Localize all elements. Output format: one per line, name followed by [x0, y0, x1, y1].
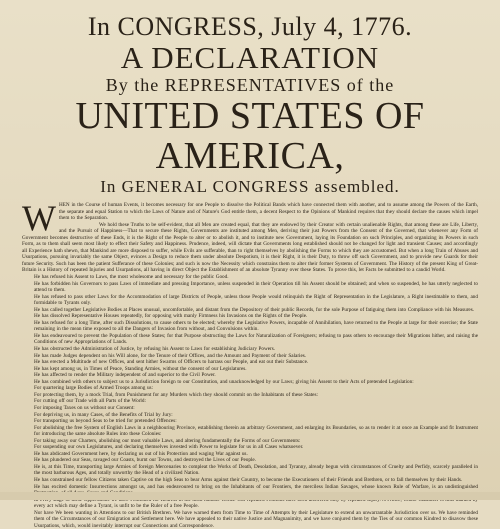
- header-representatives: By the REPRESENTATIVES of the: [105, 75, 395, 95]
- document-header: [22, 12, 478, 198]
- grievance-item: He has refused for a long Time, after such Dissolutions, to cause others to be elected; whereby the Legislative Powers, incapable of Annihilation, have returned to the People at large for their exercise; the State remaining in the mean time exposed to all the Dangers of Invasion from without, and Convulsions within.: [34, 319, 478, 333]
- grievance-item: He is, at this Time, transporting large Armies of foreign Mercenaries to compleat the Works of Death, Desolation, and Tyranny, already begun with circumstances of Cruelty and Perfidy, scarcely paralleled in the most barbarous Ages, and totally unworthy the Head of a civilized Nation.: [34, 463, 478, 477]
- grievance-item: He has combined with others to subject us to a Jurisdiction foreign to our Constitution, and unacknowledged by our Laws; giving his Assent to their Acts of pretended Legislation:: [34, 378, 414, 385]
- grievance-item: For protecting them, by a mock Trial, from Punishment for any Murders which they should commit on the Inhabitants of these States:: [34, 391, 318, 398]
- grievance-item: He has affected to render the Military independent of and superior to the Civil Power.: [34, 372, 216, 379]
- grievance-item: For transporting us beyond Seas to be tried for pretended Offences:: [34, 418, 177, 425]
- grievance-item: He has obstructed the Administration of Justice, by refusing his Assent to Laws for establishing Judiciary Powers.: [34, 346, 276, 353]
- grievance-item: He has refused his Assent to Laws, the most wholesome and necessary for the public Good.: [34, 274, 229, 281]
- grievance-item: For taking away our Charters, abolishing our most valuable Laws, and altering fundamentally the Forms of our Governments:: [34, 437, 301, 444]
- grievance-item: every act which may define a Tyrant, is unfit to be the Ruler of a free People.: [34, 503, 199, 510]
- grievance-item: He has refused to pass other Laws for the Accommodation of large Districts of People, unless those People would relinquish the Right of Representation in the Legislature, a Right inestimable to them, and formidable to Tyrants only.: [34, 293, 478, 307]
- grievance-item: He has excited domestic Insurrections amongst us, and has endeavoured to bring on the Inhabitants of our Frontiers, the merciless Indian Savages, whose known Rule of Warfare, is an undistinguished: [34, 483, 478, 490]
- grievance-item: For depriving us, in many Cases, of the Benefits of Trial by Jury:: [34, 411, 173, 418]
- header-title: A DECLARATION: [120, 40, 380, 75]
- document-body: [22, 198, 478, 529]
- grievance-item: For quartering large Bodies of Armed Troops among us:: [34, 385, 154, 392]
- grievance-item: For suspending our own Legislatures, and declaring themselves invested with Power to legislate for us in all Cases whatsoever.: [34, 444, 304, 451]
- preamble-paragraph: HEN in the Course of human Events, it becomes necessary for one People to dissolve the Political Bands which have connected them with another, and to assume among the Powers of the Earth, the separate and equal Station to which the Laws of Nature and of Nature's God entitle them, a decent Respect to the Opinions of Mankind requires that they should declare the causes which impel them to the Separation.: [58, 202, 478, 222]
- header-general-congress: In GENERAL CONGRESS assembled.: [100, 177, 400, 196]
- grievance-item: He has erected a Multitude of new Offices, and sent hither Swarms of Officers to harrass our People, and eat out their Substance.: [34, 359, 309, 366]
- truths-paragraph: We hold these Truths to be self-evident, that all Men are created equal, that they are endowed by their Creator with certain unalienable Rights, that among these are Life, Liberty, and the Pursuit of Happiness—That to secure these Rights, Governments are instituted among Men, deriving their just Powers from the Consent of the Governed, that whenever any Form of Government becomes destructive of these Ends, it is the Right of the People to alter or to abolish it, and to institute new Government, laying its Foundation on such Principles, and organizing its Powers in such Form, as to them shall seem most likely to effect their Safety and Happiness. Prudence, indeed, will dictate that Governments long established should not be changed for light and transient Causes; and accordingly all Experience hath shewn, that Mankind are more disposed to suffer, while Evils are sufferable, than to right themselves by abolishing the Forms to which they are accustomed. But when a long Train of Abuses and Usurpations, pursuing invariably the same Object, evinces a Design to reduce them under absolute Despotism, it is their Right, it is their Duty, to throw off such Government, and to provide new Guards for their future Security. Such has been the patient Sufferance of these Colonies; and such is now the Necessity which constrains them to alter their former Systems of Government. The History of the present King of Great-Britain is a History of repeated Injuries and Usurpations, all having in direct Object the Establishment of an absolute Tyranny over these States. To prove this, let Facts be submitted to a candid World.: [22, 221, 478, 274]
- grievance-item: He has constrained our fellow Citizens taken Captive on the high Seas to bear Arms against their Country, to become the Executioners of their Friends and Brethren, or to fall themselves by their Hands.: [34, 476, 463, 483]
- grievance-list: [22, 274, 478, 529]
- grievance-item: He has endeavoured to prevent the Population of these States; for that Purpose obstructing the Laws for Naturalization of Foreigners; refusing to pass others to encourage their Migrations hither, and raising the Conditions of new Appropriations of Lands.: [34, 332, 478, 346]
- grievance-item: He has kept among us, in Times of Peace, Standing Armies, without the consent of our Legislatures.: [34, 365, 247, 372]
- grievance-item: For abolishing the free System of English Laws in a neighbouring Province, establishing therein an arbitrary Government, and enlarging its Boundaries, so as to render it at once an Example and fit Instrument for introducing the same absolute Rules into these Colonies:: [34, 424, 478, 438]
- grievance-item: Nor have We been wanting in Attentions to our British Brethren. We have warned them from Time to Time of Attempts by their Legislature to extend an unwarrantable Jurisdiction over us. We have reminded them of the Circumstances of our Emigration and Settlement here. We have appealed to their native Justice and Magnanimity, and we have conjured them by the Ties of our common Kindred to disavow these Usurpations, which, would inevitably interrupt our Connections and Correspondence.: [34, 509, 478, 529]
- grievance-item: He has plundered our Seas, ravaged our Coasts, burnt our Towns, and destroyed the Lives of our People.: [34, 457, 257, 464]
- grievance-item: He has forbidden his Governors to pass Laws of immediate and pressing Importance, unless suspended in their Operation till his Assent should be obtained; and when so suspended, he has utterly neglected to attend to them.: [34, 280, 478, 294]
- grievance-item: He has called together Legislative Bodies at Places unusual, uncomfortable, and distant from the Depository of their public Records, for the sole Purpose of fatiguing them into Compliance with his Measures.: [34, 306, 475, 313]
- grievance-item: He has dissolved Representative Houses repeatedly, for opposing with manly Firmness his Invasions on the Rights of the People.: [34, 313, 308, 320]
- drop-cap: W: [22, 198, 56, 238]
- grievance-item: For imposing Taxes on us without our Consent:: [34, 404, 135, 411]
- grievance-item: He has abdicated Government here, by declaring us out of his Protection and waging War against us.: [34, 450, 248, 457]
- header-congress-date: In CONGRESS, July 4, 1776.: [87, 12, 413, 41]
- page-edge: [0, 492, 500, 500]
- grievance-item: He has made Judges dependent on his Will alone, for the Tenure of their Offices, and the Amount and Payment of their Salaries.: [34, 352, 307, 359]
- grievance-item: For cutting off our Trade with all Parts of the World:: [34, 398, 146, 405]
- header-united-states: UNITED STATES OF AMERICA,: [75, 95, 425, 177]
